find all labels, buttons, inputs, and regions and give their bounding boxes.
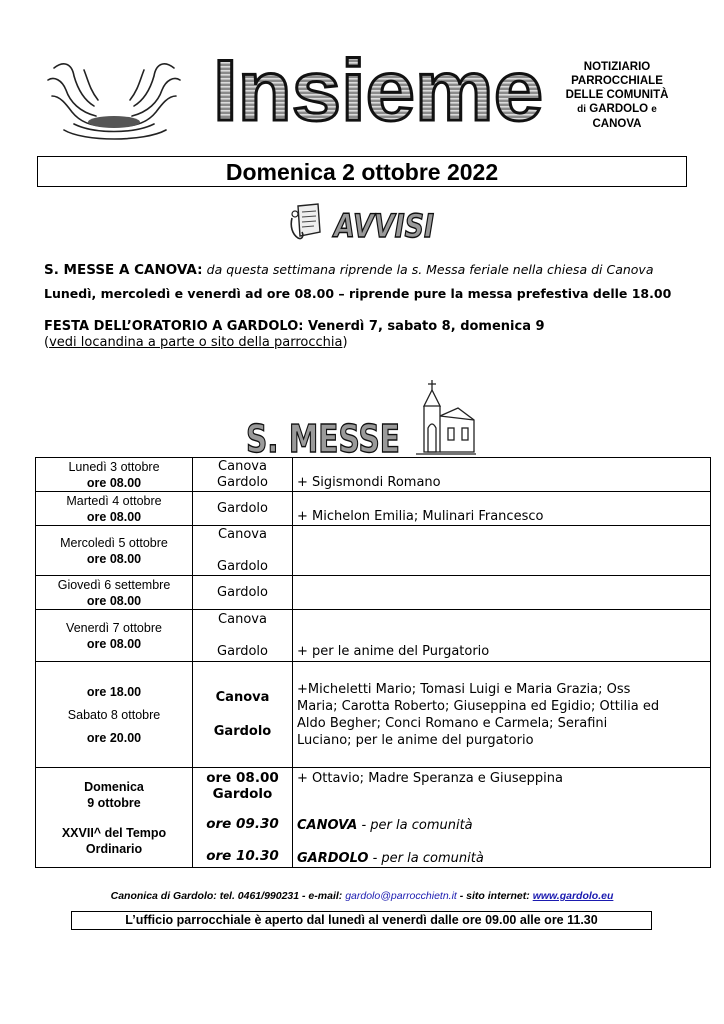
table-row — [36, 492, 711, 526]
day-cell: ore 18.00 Sabato 8 ottobre ore 20.00 — [36, 662, 193, 768]
place-cell: Gardolo — [193, 492, 293, 526]
intention-cell — [293, 526, 711, 576]
day-cell: Martedì 4 ottobre ore 08.00 — [36, 492, 193, 526]
intention-cell: + Michelon Emilia; Mulinari Francesco — [293, 492, 711, 526]
day-cell: Lunedì 3 ottobre ore 08.00 — [36, 458, 193, 492]
day-cell: Venerdì 7 ottobre ore 08.00 — [36, 610, 193, 662]
day-cell: Domenica 9 ottobre XXVII^ del Tempo Ordinario — [36, 768, 193, 868]
email-link[interactable]: gardolo@parrocchietn.it — [345, 890, 457, 902]
table-row — [36, 458, 711, 492]
table-row-domenica — [36, 768, 711, 868]
intention-cell: + Sigismondi Romano — [293, 458, 711, 492]
notice-scroll-icon — [288, 202, 326, 242]
place-cell: Canova Gardolo — [193, 662, 293, 768]
day-cell: Giovedì 6 settembre ore 08.00 — [36, 576, 193, 610]
place-cell: Canova Gardolo — [193, 458, 293, 492]
festa-link[interactable]: vedi locandina a parte o sito della parrocchia — [49, 335, 343, 350]
date-title: Domenica 2 ottobre 2022 — [37, 156, 687, 187]
table-row — [36, 526, 711, 576]
avviso-messe-canova: S. MESSE A CANOVA: da questa settimana riprende la s. Messa feriale nella chiesa di Canova — [44, 262, 654, 278]
place-cell: Canova Gardolo — [193, 526, 293, 576]
mass-schedule-table — [35, 457, 711, 868]
contact-line: Canonica di Gardolo: tel. 0461/990231 - e-mail: gardolo@parrocchietn.it - sito internet: www.gardolo.eu — [110, 890, 614, 902]
day-cell: Mercoledì 5 ottobre ore 08.00 — [36, 526, 193, 576]
table-row-sabato — [36, 662, 711, 768]
messe-heading — [244, 414, 404, 461]
notiziario-label: NOTIZIARIO PARROCCHIALE DELLE COMUNITÀ di GARDOLO e CANOVA — [565, 61, 669, 130]
svg-text:S. MESSE: S. MESSE — [246, 417, 400, 461]
intention-cell: + per le anime del Purgatorio — [293, 610, 711, 662]
avvisi-heading — [332, 204, 452, 244]
website-link[interactable]: www.gardolo.eu — [532, 890, 614, 902]
avviso-messe-days: Lunedì, mercoledì e venerdì ad ore 08.00 – riprende pure la messa prefestiva delle 18.00 — [44, 286, 672, 301]
avviso-festa-link-line: (vedi locandina a parte o sito della parrocchia) — [44, 335, 348, 350]
intention-cell: +Micheletti Mario; Tomasi Luigi e Maria Grazia; Oss Maria; Carotta Roberto; Giuseppina ed Egidio; Ottilia ed Aldo Begher; Conci Romano e Carmela; Serafini Luciano; per le anime del purgatorio — [293, 662, 711, 768]
intention-cell: + Ottavio; Madre Speranza e Giuseppina CANOVA - per la comunità GARDOLO - per la comunità — [293, 768, 711, 868]
svg-text:AVVISI: AVVISI — [331, 207, 435, 245]
church-icon — [412, 376, 478, 456]
place-cell: Gardolo — [193, 576, 293, 610]
svg-text:Insieme: Insieme — [213, 43, 543, 139]
avviso-festa-oratorio: FESTA DELL’ORATORIO A GARDOLO: Venerdì 7, sabato 8, domenica 9 — [44, 319, 545, 334]
masthead-logo — [208, 43, 548, 139]
table-row — [36, 576, 711, 610]
hands-logo-icon — [44, 50, 184, 142]
time-cell: ore 08.00 Gardolo ore 09.30 ore 10.30 — [193, 768, 293, 868]
intention-cell — [293, 576, 711, 610]
office-hours-box: L’ufficio parrocchiale è aperto dal lunedì al venerdì dalle ore 09.00 alle ore 11.30 — [71, 911, 652, 930]
place-cell: Canova Gardolo — [193, 610, 293, 662]
table-row — [36, 610, 711, 662]
